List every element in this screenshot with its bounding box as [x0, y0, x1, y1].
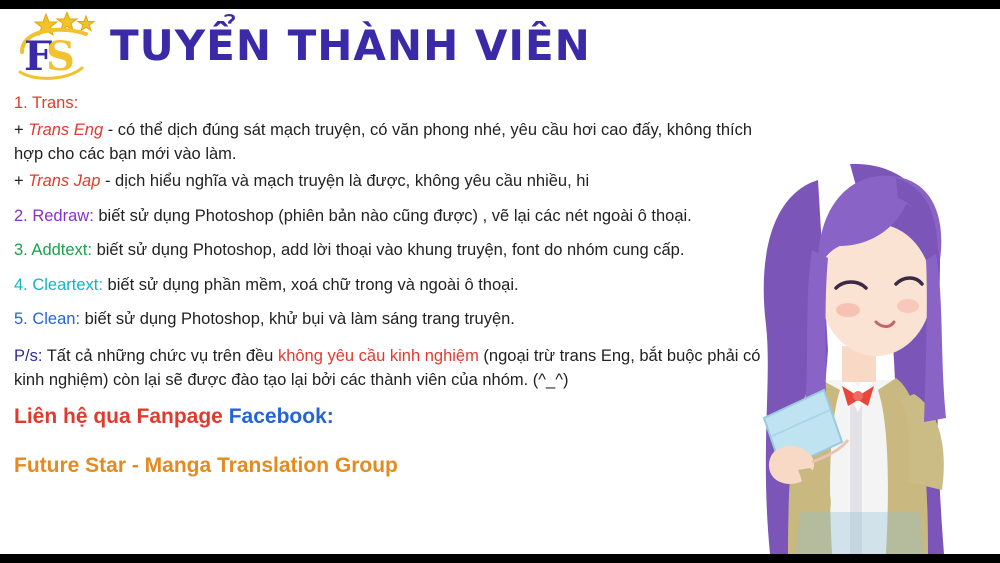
ps-note [14, 345, 774, 392]
contact-line [14, 403, 774, 430]
future-star-logo [12, 12, 108, 84]
section-addtext [14, 239, 774, 262]
bullet-plus: + [14, 172, 24, 191]
top-border-bar [0, 0, 1000, 9]
recruitment-body [14, 92, 774, 500]
section-trans-line-eng [14, 119, 774, 166]
anime-girl-with-fan [700, 150, 1000, 554]
section-clean-label: 5. Clean: [14, 309, 81, 328]
section-cleartext-label: 4. Cleartext: [14, 275, 103, 294]
role-trans-jap: Trans Jap [28, 172, 101, 191]
ps-part1: Tất cả những chức vụ trên đều [42, 347, 278, 366]
section-heading-trans [14, 92, 774, 115]
contact-lienhe-label: Liên hệ qua Fanpage [14, 405, 223, 429]
page-title: TUYỂN THÀNH VIÊN [110, 21, 591, 70]
role-trans-eng-desc: - có thể dịch đúng sát mạch truyện, có văn phong nhé, yêu cầu hơi cao đấy, không thích hợp cho các bạn mới vào làm. [14, 121, 753, 163]
contact-facebook-link[interactable]: Facebook: [228, 405, 334, 429]
section-trans-label: 1. Trans: [14, 94, 79, 112]
section-redraw-label: 2. Redraw: [14, 206, 94, 225]
section-cleartext-desc: biết sử dụng phần mềm, xoá chữ trong và ngoài ô thoại. [102, 275, 519, 294]
poster-header [12, 12, 591, 84]
ps-highlight: không yêu cầu kinh nghiệm [277, 347, 479, 366]
role-trans-jap-desc: - dịch hiểu nghĩa và mạch truyện là được, không yêu cầu nhiều, hi [100, 172, 590, 191]
section-trans-line-jap [14, 170, 774, 193]
ps-label: P/s: [14, 347, 43, 366]
section-clean [14, 308, 774, 331]
section-cleartext [14, 274, 774, 297]
bullet-plus: + [14, 121, 24, 140]
bottom-border-bar [0, 554, 1000, 563]
ps-part2: (ngoại trừ trans Eng, bắt buộc phải có kinh nghiệm) còn lại sẽ được đào tạo lại bởi các thành viên của nhóm. (^_^) [14, 347, 761, 389]
role-trans-eng: Trans Eng [28, 121, 104, 140]
svg-text:S: S [46, 33, 75, 80]
section-clean-desc: biết sử dụng Photoshop, khử bụi và làm sáng trang truyện. [80, 309, 515, 328]
group-name: Future Star - Manga Translation Group [14, 453, 398, 477]
svg-text:F: F [24, 33, 53, 80]
section-addtext-desc: biết sử dụng Photoshop, add lời thoại vào khung truyện, font do nhóm cung cấp. [91, 241, 685, 260]
section-redraw-desc: biết sử dụng Photoshop (phiên bản nào cũng được) , vẽ lại các nét ngoài ô thoại. [93, 206, 692, 225]
section-addtext-label: 3. Addtext: [14, 241, 92, 260]
section-redraw [14, 205, 774, 228]
